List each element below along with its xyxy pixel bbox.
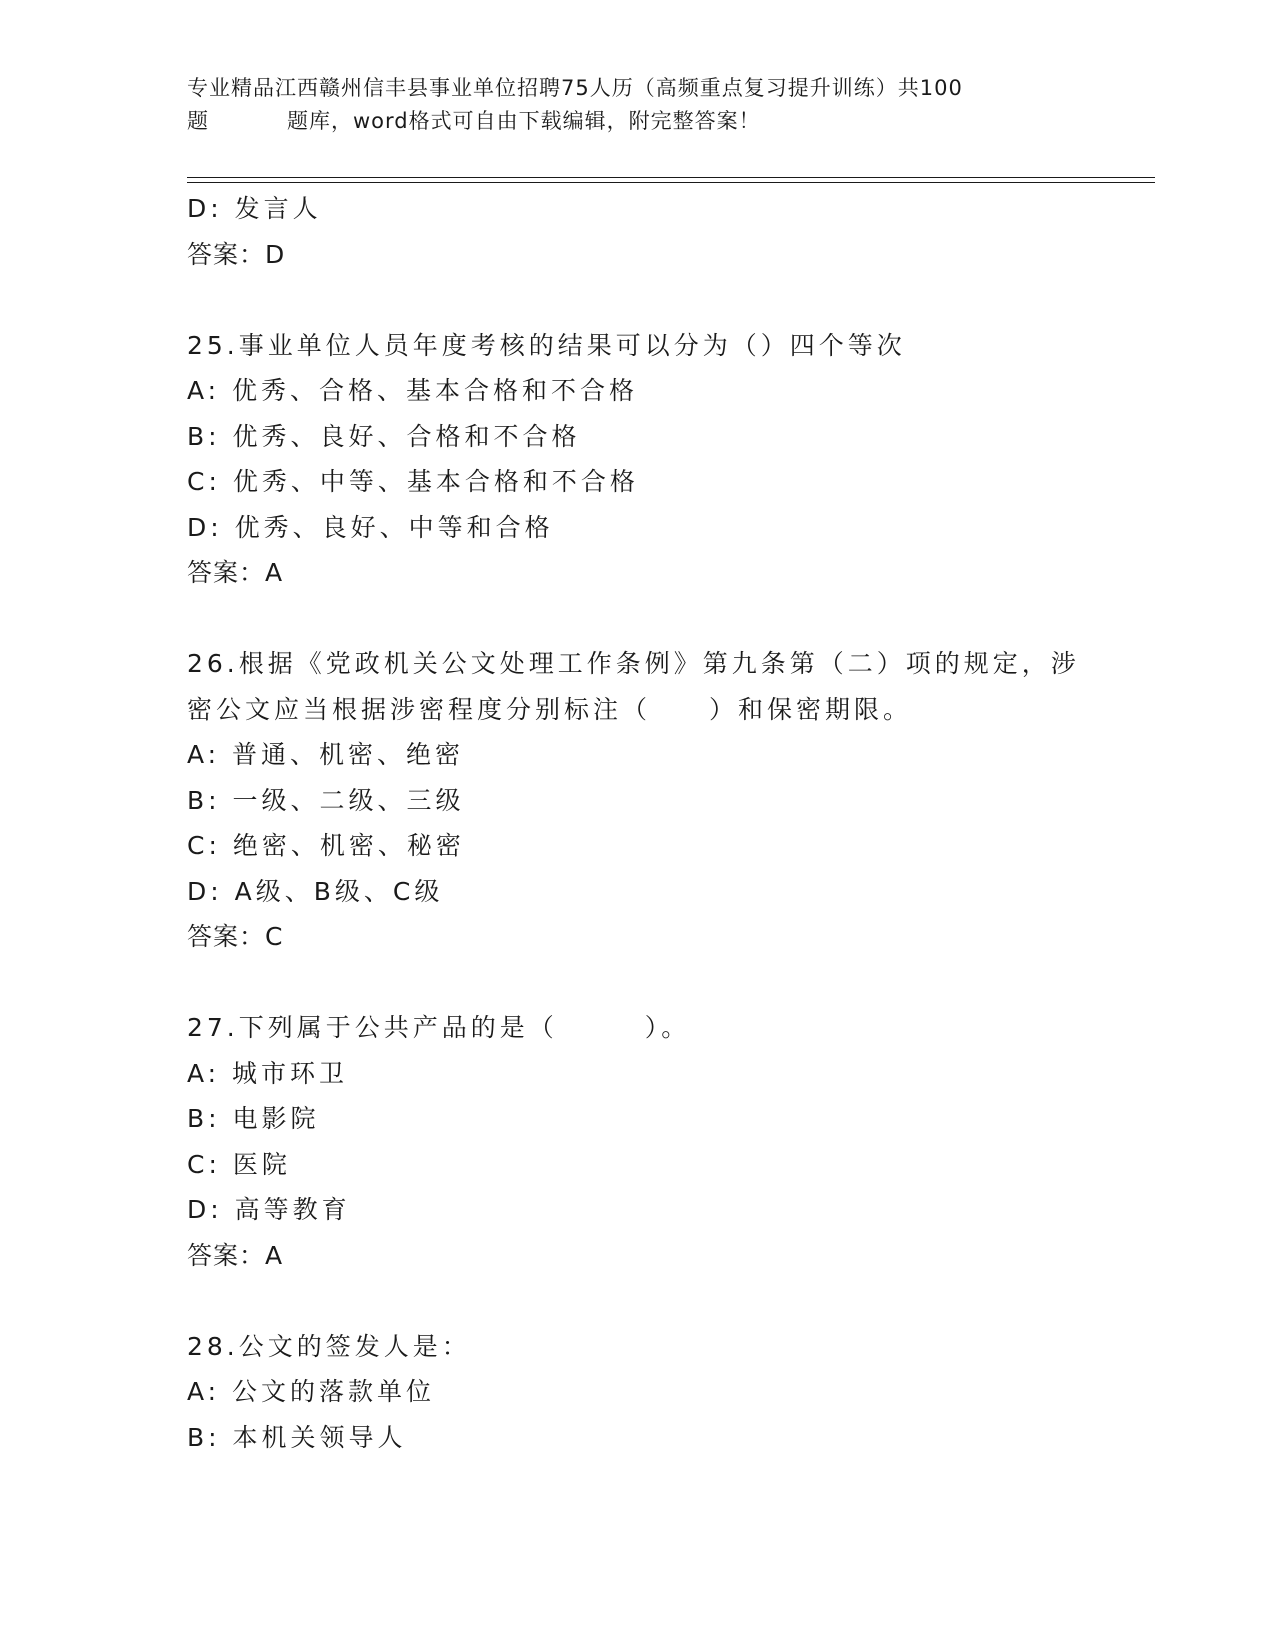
- question-27: [187, 1005, 1147, 1278]
- option-b: B: 本机关领导人: [187, 1422, 407, 1452]
- answer: 答案：C: [187, 922, 284, 951]
- question-text-line2: 密公文应当根据涉密程度分别标注（ ）和保密期限。: [187, 694, 913, 724]
- header-line2-text: 题库，word格式可自由下载编辑，附完整答案！: [287, 109, 761, 133]
- question-26: [187, 641, 1147, 960]
- option-d: D: 优秀、良好、中等和合格: [187, 512, 554, 542]
- question-text: 27.下列属于公共产品的是（ ）。: [187, 1013, 691, 1042]
- question-text-line1: 26.根据《党政机关公文处理工作条例》第九条第（二）项的规定，涉: [187, 649, 1080, 678]
- answer: 答案：A: [187, 558, 284, 587]
- header-line2-prefix: 题: [187, 109, 209, 133]
- spacer: [187, 1278, 1147, 1324]
- option-c: C: 医院: [187, 1149, 291, 1179]
- option-a: A: 公文的落款单位: [187, 1377, 436, 1406]
- page-header: [187, 72, 1087, 138]
- answer: 答案：A: [187, 1240, 284, 1270]
- option-a: A: 普通、机密、绝密: [187, 740, 465, 769]
- document-body: [187, 186, 1147, 1460]
- question-25: [187, 323, 1147, 596]
- question-28: [187, 1324, 1147, 1461]
- option-a: A: 优秀、合格、基本合格和不合格: [187, 376, 639, 405]
- prev-answer: 答案：D: [187, 239, 286, 269]
- header-title-line1: 专业精品江西赣州信丰县事业单位招聘75人历（高频重点复习提升训练）共100: [187, 76, 963, 100]
- spacer: [187, 596, 1147, 642]
- option-b: B: 一级、二级、三级: [187, 785, 465, 815]
- option-b: B: 电影院: [187, 1104, 320, 1133]
- header-divider-bottom: [187, 182, 1155, 183]
- question-text: 25.事业单位人员年度考核的结果可以分为（）四个等次: [187, 330, 906, 360]
- spacer: [187, 960, 1147, 1006]
- question-text: 28.公文的签发人是：: [187, 1331, 471, 1361]
- option-d: D: 高等教育: [187, 1195, 351, 1224]
- header-title-line2: [187, 105, 1087, 138]
- option-b: B: 优秀、良好、合格和不合格: [187, 421, 581, 451]
- option-c: C: 优秀、中等、基本合格和不合格: [187, 467, 639, 496]
- option-c: C: 绝密、机密、秘密: [187, 831, 465, 860]
- prev-option-d: D: 发言人: [187, 194, 322, 223]
- spacer: [187, 277, 1147, 323]
- option-a: A: 城市环卫: [187, 1058, 349, 1088]
- option-d: D: A级、B级、C级: [187, 876, 444, 906]
- header-divider-top: [187, 177, 1155, 178]
